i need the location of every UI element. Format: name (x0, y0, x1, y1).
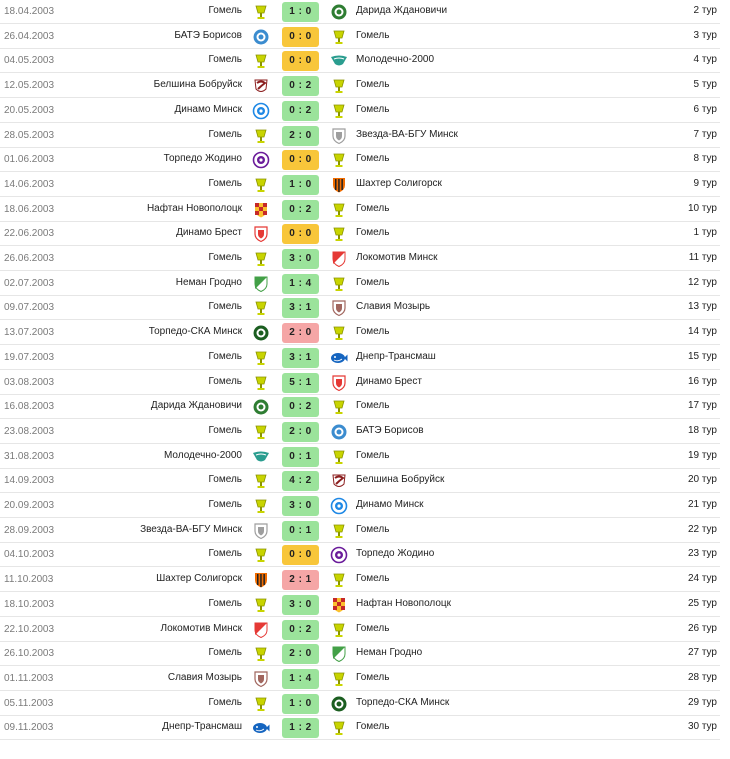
match-score[interactable]: 2 : 1 (282, 570, 319, 590)
away-team-name[interactable]: Гомель (356, 721, 390, 733)
gomel-crest-icon (252, 423, 270, 441)
home-team-name[interactable]: Шахтер Солигорск (156, 573, 242, 585)
match-date: 18.06.2003 (4, 203, 55, 215)
torpedo-ska-crest-icon (252, 324, 270, 342)
match-round: 18 тур (687, 424, 717, 436)
gomel-crest-icon (252, 349, 270, 367)
home-team-name[interactable]: Торпедо Жодино (163, 153, 242, 165)
darida-crest-icon (330, 3, 348, 21)
torpedo-ska-crest-icon (330, 695, 348, 713)
away-team-name[interactable]: Гомель (356, 671, 390, 683)
away-team-name[interactable]: Днепр-Трансмаш (356, 350, 436, 362)
match-date: 12.05.2003 (4, 80, 55, 92)
away-team-name[interactable]: Гомель (356, 153, 390, 165)
match-date: 20.09.2003 (4, 500, 55, 511)
match-date: 14.09.2003 (4, 475, 55, 487)
home-team-name[interactable]: Гомель (208, 54, 242, 66)
away-team-name[interactable]: Шахтер Солигорск (356, 177, 442, 189)
match-date: 19.07.2003 (4, 351, 55, 363)
gomel-crest-icon (330, 77, 348, 95)
match-round: 9 тур (693, 177, 717, 189)
gomel-crest-icon (330, 151, 348, 169)
gomel-crest-icon (252, 472, 270, 490)
match-row[interactable] (0, 296, 720, 320)
away-team-name[interactable]: Локомотив Минск (356, 252, 438, 263)
home-team-name[interactable]: Гомель (208, 128, 242, 140)
match-score[interactable]: 1 : 2 (282, 718, 319, 738)
dinamo-brest-crest-icon (330, 374, 348, 392)
match-round: 26 тур (687, 622, 717, 634)
match-score[interactable]: 2 : 0 (282, 422, 319, 442)
match-date: 09.11.2003 (4, 722, 54, 734)
home-team-name[interactable]: Гомель (208, 424, 242, 436)
gomel-crest-icon (252, 127, 270, 145)
dnepr-crest-icon (252, 719, 270, 737)
match-date: 18.04.2003 (4, 6, 55, 17)
away-team-name[interactable]: Динамо Брест (356, 375, 422, 387)
match-score[interactable]: 3 : 0 (282, 496, 319, 516)
lokomotiv-crest-icon (252, 621, 270, 639)
gomel-crest-icon (330, 571, 348, 589)
gomel-crest-icon (252, 299, 270, 317)
match-date: 02.07.2003 (4, 277, 55, 289)
home-team-name[interactable]: Динамо Брест (176, 227, 242, 239)
match-row[interactable] (0, 445, 720, 469)
match-row[interactable] (0, 519, 720, 543)
away-team-name[interactable]: Гомель (356, 400, 390, 412)
match-date: 31.08.2003 (4, 450, 55, 462)
dnepr-crest-icon (330, 349, 348, 367)
away-team-name[interactable]: Гомель (356, 29, 390, 41)
match-score[interactable]: 0 : 2 (282, 101, 319, 121)
away-team-name[interactable]: Гомель (356, 449, 390, 461)
match-date: 01.06.2003 (4, 154, 55, 166)
match-score[interactable]: 1 : 0 (282, 175, 319, 195)
match-round: 24 тур (687, 573, 717, 585)
away-team-name[interactable]: Гомель (356, 103, 390, 115)
match-score[interactable]: 0 : 0 (282, 545, 319, 565)
match-row[interactable] (0, 74, 720, 98)
match-row[interactable] (0, 593, 720, 617)
match-score[interactable]: 2 : 0 (282, 126, 319, 146)
match-row[interactable] (0, 346, 720, 370)
home-team-name[interactable]: Локомотив Минск (160, 622, 242, 634)
home-team-name[interactable]: Славия Мозырь (167, 671, 242, 683)
match-round: 13 тур (687, 301, 717, 313)
darida-crest-icon (252, 398, 270, 416)
home-team-name[interactable]: Днепр-Трансмаш (162, 721, 242, 733)
match-date: 16.08.2003 (4, 401, 55, 413)
match-round: 28 тур (687, 671, 717, 683)
gomel-crest-icon (252, 52, 270, 70)
match-score[interactable]: 0 : 0 (282, 224, 319, 244)
gomel-crest-icon (252, 645, 270, 663)
match-score[interactable]: 0 : 0 (282, 51, 319, 71)
gomel-crest-icon (330, 275, 348, 293)
match-row[interactable] (0, 173, 720, 197)
match-row[interactable] (0, 272, 720, 296)
match-date: 28.09.2003 (4, 524, 55, 536)
match-date: 26.04.2003 (4, 30, 55, 42)
match-row[interactable] (0, 222, 720, 246)
match-round: 15 тур (687, 350, 717, 362)
away-team-name[interactable]: Торпедо Жодино (356, 548, 435, 560)
match-date: 09.07.2003 (4, 302, 55, 314)
slavia-crest-icon (330, 299, 348, 317)
match-score[interactable]: 0 : 2 (282, 76, 319, 96)
match-row[interactable] (0, 543, 720, 567)
belshina-crest-icon (330, 472, 348, 490)
match-score[interactable]: 0 : 0 (282, 27, 319, 47)
match-date: 26.06.2003 (4, 253, 55, 264)
match-row[interactable] (0, 99, 720, 123)
match-score[interactable]: 0 : 1 (282, 447, 319, 467)
match-row[interactable] (0, 25, 720, 49)
home-team-name[interactable]: Гомель (208, 499, 242, 510)
match-round: 12 тур (687, 276, 717, 288)
home-team-name[interactable]: Гомель (208, 696, 242, 708)
match-score[interactable]: 0 : 2 (282, 620, 319, 640)
dinamo-minsk-crest-icon (252, 102, 270, 120)
away-team-name[interactable]: Звезда-ВА-БГУ Минск (356, 128, 458, 140)
gomel-crest-icon (330, 621, 348, 639)
match-row[interactable] (0, 469, 720, 493)
home-team-name[interactable]: Гомель (208, 301, 242, 313)
home-team-name[interactable]: Белшина Бобруйск (153, 79, 242, 91)
match-date: 20.05.2003 (4, 104, 55, 116)
bate-crest-icon (330, 423, 348, 441)
match-round: 8 тур (693, 153, 717, 165)
match-date: 22.06.2003 (4, 228, 55, 240)
away-team-name[interactable]: Гомель (356, 573, 390, 585)
home-team-name[interactable]: Гомель (208, 177, 242, 189)
home-team-name[interactable]: Гомель (208, 647, 242, 659)
match-score[interactable]: 2 : 0 (282, 644, 319, 664)
away-team-name[interactable]: Гомель (356, 276, 390, 288)
match-date: 18.10.2003 (4, 598, 55, 610)
match-round: 11 тур (688, 252, 717, 263)
home-team-name[interactable]: БАТЭ Борисов (174, 29, 242, 41)
match-row[interactable] (0, 420, 720, 444)
match-round: 7 тур (693, 128, 717, 140)
gomel-crest-icon (330, 670, 348, 688)
neman-crest-icon (252, 275, 270, 293)
match-round: 25 тур (687, 597, 717, 609)
match-score[interactable]: 3 : 0 (282, 249, 319, 269)
match-round: 6 тур (693, 103, 717, 115)
match-round: 17 тур (687, 400, 717, 412)
home-team-name[interactable]: Динамо Минск (174, 103, 242, 115)
match-score[interactable]: 2 : 0 (282, 323, 319, 343)
torpedo-zhodino-crest-icon (330, 546, 348, 564)
bate-crest-icon (252, 28, 270, 46)
match-row[interactable] (0, 198, 720, 222)
match-round: 16 тур (687, 375, 717, 387)
home-team-name[interactable]: Молодечно-2000 (163, 449, 242, 461)
home-team-name[interactable]: Гомель (208, 597, 242, 609)
home-team-name[interactable]: Гомель (208, 548, 242, 560)
match-score[interactable]: 4 : 2 (282, 471, 319, 491)
naftan-crest-icon (330, 596, 348, 614)
match-row[interactable] (0, 321, 720, 345)
match-row[interactable] (0, 247, 720, 271)
match-date: 22.10.2003 (4, 623, 55, 635)
match-row[interactable] (0, 618, 720, 642)
match-round: 5 тур (693, 79, 717, 91)
match-round: 22 тур (687, 523, 717, 535)
home-team-name[interactable]: Гомель (208, 350, 242, 362)
lokomotiv-crest-icon (330, 250, 348, 268)
match-round: 2 тур (693, 5, 717, 16)
away-team-name[interactable]: БАТЭ Борисов (356, 424, 424, 436)
gomel-crest-icon (252, 3, 270, 21)
match-round: 30 тур (687, 721, 717, 733)
gomel-crest-icon (330, 28, 348, 46)
match-round: 21 тур (687, 499, 717, 510)
away-team-name[interactable]: Гомель (356, 227, 390, 239)
molodechno-crest-icon (252, 448, 270, 466)
torpedo-zhodino-crest-icon (252, 151, 270, 169)
shakhter-crest-icon (330, 176, 348, 194)
match-row[interactable] (0, 395, 720, 419)
match-row[interactable] (0, 568, 720, 592)
belshina-crest-icon (252, 77, 270, 95)
match-round: 3 тур (693, 29, 717, 41)
gomel-crest-icon (252, 497, 270, 515)
home-team-name[interactable]: Гомель (208, 474, 242, 486)
away-team-name[interactable]: Нафтан Новополоцк (356, 597, 452, 609)
match-row[interactable] (0, 148, 720, 172)
match-round: 23 тур (687, 548, 717, 560)
away-team-name[interactable]: Неман Гродно (356, 647, 423, 659)
match-score[interactable]: 3 : 0 (282, 595, 319, 615)
away-team-name[interactable]: Молодечно-2000 (356, 54, 435, 66)
away-team-name[interactable]: Гомель (356, 202, 390, 214)
shakhter-crest-icon (252, 571, 270, 589)
match-row[interactable] (0, 0, 720, 24)
away-team-name[interactable]: Динамо Минск (356, 499, 424, 510)
match-round: 4 тур (693, 54, 717, 66)
away-team-name[interactable]: Гомель (356, 79, 390, 91)
gomel-crest-icon (330, 522, 348, 540)
gomel-crest-icon (252, 695, 270, 713)
home-team-name[interactable]: Нафтан Новополоцк (146, 202, 242, 214)
match-row[interactable] (0, 494, 720, 518)
home-team-name[interactable]: Гомель (208, 375, 242, 387)
match-score[interactable]: 5 : 1 (282, 373, 319, 393)
neman-crest-icon (330, 645, 348, 663)
match-round: 10 тур (687, 202, 717, 214)
zvezda-crest-icon (330, 127, 348, 145)
slavia-crest-icon (252, 670, 270, 688)
match-score[interactable]: 1 : 4 (282, 669, 319, 689)
gomel-crest-icon (252, 596, 270, 614)
match-score[interactable]: 1 : 0 (282, 694, 319, 714)
naftan-crest-icon (252, 201, 270, 219)
home-team-name[interactable]: Гомель (208, 5, 242, 16)
match-round: 20 тур (687, 474, 717, 486)
match-score[interactable]: 0 : 0 (282, 150, 319, 170)
gomel-crest-icon (330, 225, 348, 243)
match-score[interactable]: 0 : 1 (282, 521, 319, 541)
match-date: 14.06.2003 (4, 178, 55, 190)
match-round: 14 тур (687, 326, 717, 338)
match-round: 29 тур (687, 696, 717, 708)
zvezda-crest-icon (252, 522, 270, 540)
match-round: 1 тур (693, 227, 717, 239)
gomel-crest-icon (252, 176, 270, 194)
home-team-name[interactable]: Звезда-ВА-БГУ Минск (140, 523, 242, 535)
match-row[interactable] (0, 692, 720, 716)
match-date: 05.11.2003 (4, 697, 54, 709)
match-date: 11.10.2003 (4, 574, 54, 586)
gomel-crest-icon (330, 398, 348, 416)
match-row[interactable] (0, 49, 720, 73)
gomel-crest-icon (330, 102, 348, 120)
gomel-crest-icon (330, 324, 348, 342)
gomel-crest-icon (330, 448, 348, 466)
gomel-crest-icon (252, 250, 270, 268)
match-date: 03.08.2003 (4, 376, 55, 388)
home-team-name[interactable]: Гомель (208, 252, 242, 263)
away-team-name[interactable]: Славия Мозырь (356, 301, 431, 313)
home-team-name[interactable]: Торпедо-СКА Минск (148, 326, 242, 338)
match-row[interactable] (0, 371, 720, 395)
match-score[interactable]: 3 : 1 (282, 298, 319, 318)
match-row[interactable] (0, 124, 720, 148)
away-team-name[interactable]: Дарида Ждановичи (356, 5, 448, 16)
match-date: 28.05.2003 (4, 129, 55, 141)
away-team-name[interactable]: Гомель (356, 326, 390, 338)
match-date: 26.10.2003 (4, 648, 55, 660)
match-round: 27 тур (687, 647, 717, 659)
match-date: 04.10.2003 (4, 549, 55, 561)
molodechno-crest-icon (330, 52, 348, 70)
match-row[interactable] (0, 642, 720, 666)
away-team-name[interactable]: Торпедо-СКА Минск (356, 696, 450, 708)
match-date: 23.08.2003 (4, 425, 55, 437)
match-row[interactable] (0, 667, 720, 691)
match-date: 01.11.2003 (4, 672, 54, 684)
match-round: 19 тур (687, 449, 717, 461)
home-team-name[interactable]: Неман Гродно (175, 276, 242, 288)
match-score[interactable]: 3 : 1 (282, 348, 319, 368)
match-date: 13.07.2003 (4, 327, 55, 339)
away-team-name[interactable]: Белшина Бобруйск (356, 474, 445, 486)
match-row[interactable] (0, 716, 720, 740)
gomel-crest-icon (330, 719, 348, 737)
match-score[interactable]: 1 : 4 (282, 274, 319, 294)
match-score[interactable]: 1 : 0 (282, 2, 319, 22)
gomel-crest-icon (252, 546, 270, 564)
match-score[interactable]: 0 : 2 (282, 200, 319, 220)
match-score[interactable]: 0 : 2 (282, 397, 319, 417)
away-team-name[interactable]: Гомель (356, 622, 390, 634)
dinamo-minsk-crest-icon (330, 497, 348, 515)
match-date: 04.05.2003 (4, 55, 55, 67)
gomel-crest-icon (330, 201, 348, 219)
away-team-name[interactable]: Гомель (356, 523, 390, 535)
dinamo-brest-crest-icon (252, 225, 270, 243)
home-team-name[interactable]: Дарида Ждановичи (150, 400, 242, 412)
gomel-crest-icon (252, 374, 270, 392)
